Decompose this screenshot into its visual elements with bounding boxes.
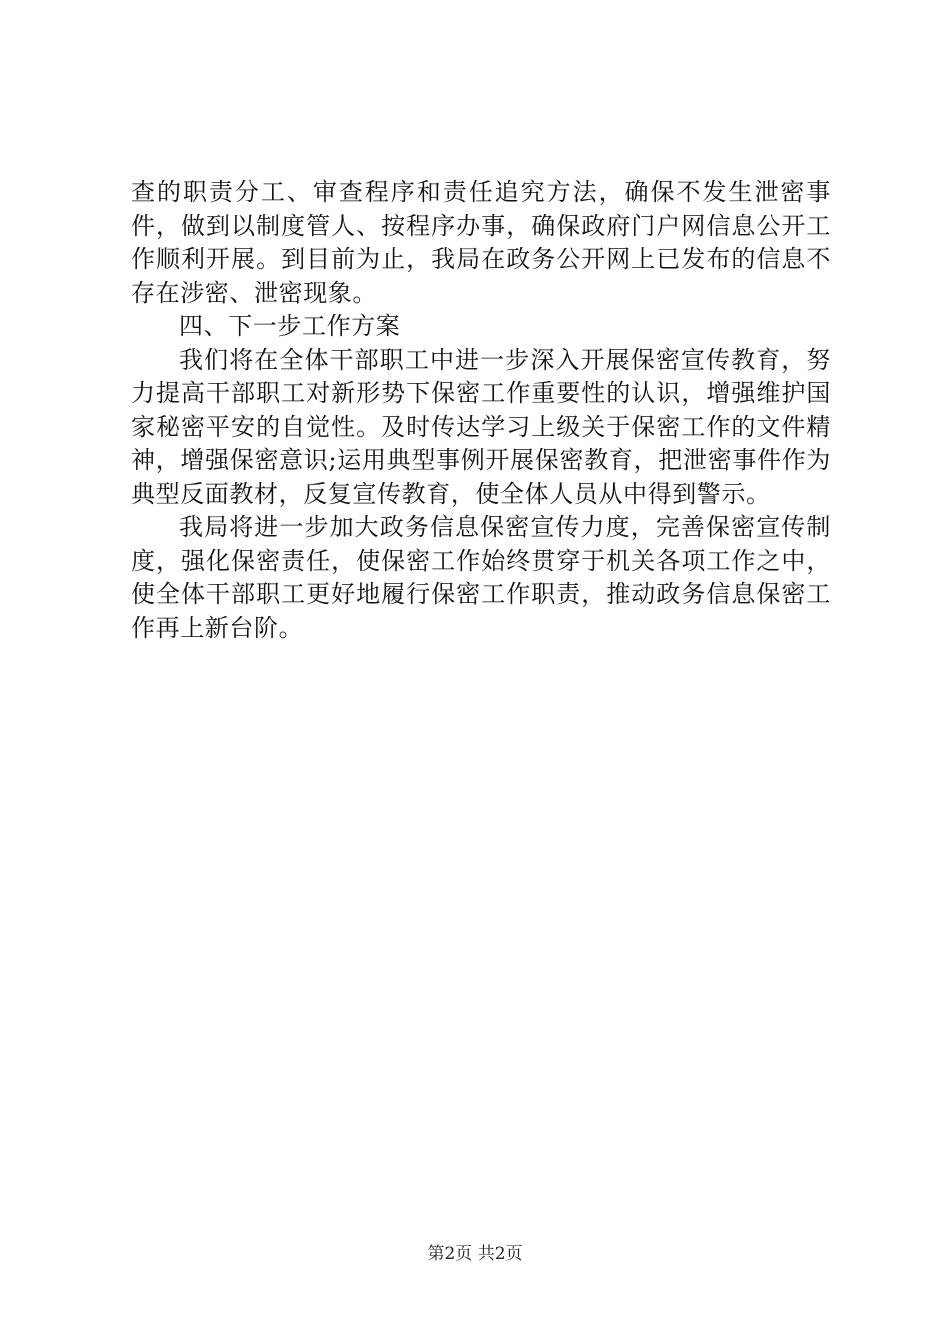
paragraph-continuation: 查的职责分工、审查程序和责任追究方法，确保不发生泄密事件，做到以制度管人、按程序办事，确保政府门户网信息公开工作顺利开展。到目前为止，我局在政务公开网上已发布的信息不存在涉密、泄密现象。 <box>131 178 831 307</box>
paragraph-plan: 我们将在全体干部职工中进一步深入开展保密宣传教育，努力提高干部职工对新形势下保密工作重要性的认识，增强维护国家秘密平安的自觉性。及时传达学习上级关于保密工作的文件精神，增强保密意识;运用典型事例开展保密教育，把泄密事件作为典型反面教材，反复宣传教育，使全体人员从中得到警示。 <box>131 345 831 508</box>
section-heading: 四、下一步工作方案 <box>179 312 401 340</box>
paragraph-conclusion: 我局将进一步加大政务信息保密宣传力度，完善保密宣传制度，强化保密责任，使保密工作始终贯穿于机关各项工作之中，使全体干部职工更好地履行保密工作职责，推动政务信息保密工作再上新台阶。 <box>131 513 831 642</box>
document-body <box>131 176 831 645</box>
page-number: 第2页 共2页 <box>427 1244 523 1264</box>
